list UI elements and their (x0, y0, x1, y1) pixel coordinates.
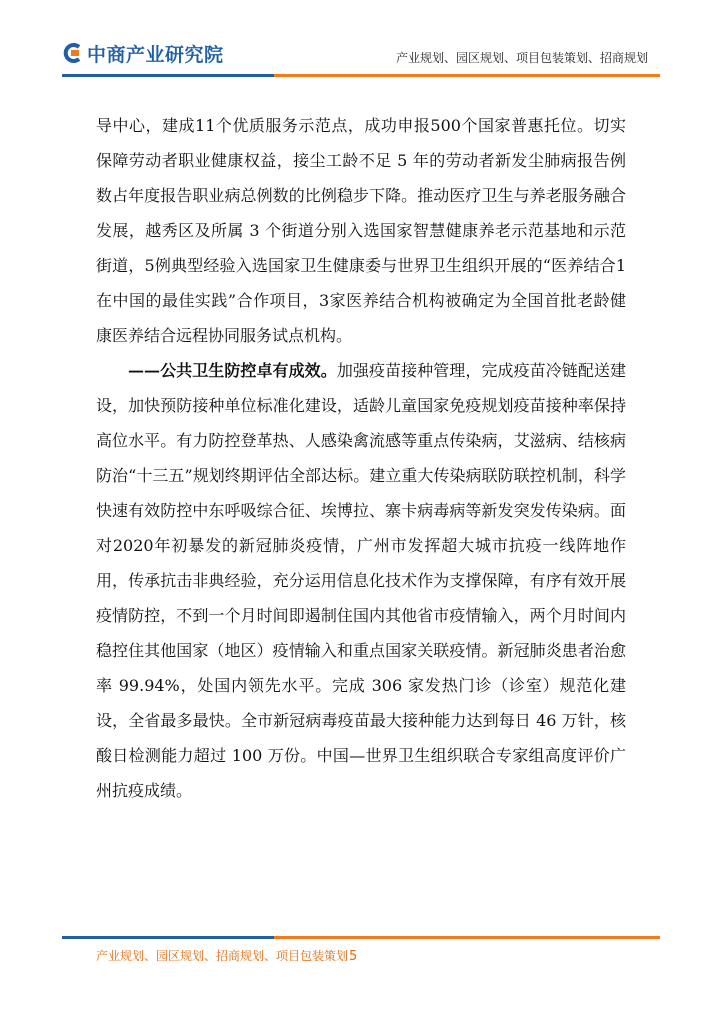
section-heading: ——公共卫生防控卓有成效。 (128, 361, 337, 380)
page-number: 5 (349, 949, 358, 964)
footer (96, 947, 357, 964)
document-body (96, 108, 626, 808)
header-tagline: 产业规划、园区规划、项目包装策划、招商规划 (395, 51, 648, 65)
paragraph-text: 加强疫苗接种管理，完成疫苗冷链配送建设，加快预防接种单位标准化建设，适龄儿童国家免疫规划疫苗接种率保持高位水平。有力防控登革热、人感染禽流感等重点传染病，艾滋病、结核病防治“十三五”规划终期评估全部达标。建立重大传染病联防联控机制，科学快速有效防控中东呼吸综合征、埃博拉、寨卡病毒病等新发突发传染病。面对2020年初暴发的新冠肺炎疫情，广州市发挥超大城市抗疫一线阵地作用，传承抗击非典经验，充分运用信息化技术作为支撑保障，有序有效开展疫情防控，不到一个月时间即遏制住国内其他省市疫情输入，两个月时间内稳控住其他国家（地区）疫情输入和重点国家关联疫情。新冠肺炎患者治愈率 99.94%，处国内领先水平。完成 306 家发热门诊（诊室）规范化建设，全省最多最快。全市新冠病毒疫苗最大接种能力达到每日 46 万针，核酸日检测能力超过 100 万份。中国—世界卫生组织联合专家组高度评价广州抗疫成绩。 (96, 361, 626, 800)
header-divider (62, 73, 660, 78)
footer-divider (62, 936, 660, 940)
paragraph-continuation: 导中心，建成11个优质服务示范点，成功申报500个国家普惠托位。切实保障劳动者职业健康权益，接尘工龄不足 5 年的劳动者新发尘肺病报告例数占年度报告职业病总例数的比例稳步下降。推动医疗卫生与养老服务融合发展，越秀区及所属 3 个街道分别入选国家智慧健康养老示范基地和示范街道，5例典型经验入选国家卫生健康委与世界卫生组织开展的“医养结合1在中国的最佳实践”合作项目，3家医养结合机构被确定为全国首批老龄健康医养结合远程协同服务试点机构。 (96, 116, 626, 345)
footer-tagline: 产业规划、园区规划、招商规划、项目包装策划 (96, 949, 349, 963)
logo-c-icon (62, 42, 84, 64)
logo-text: 中商产业研究院 (87, 43, 224, 66)
paragraph-public-health (96, 353, 626, 808)
company-logo (62, 40, 224, 66)
